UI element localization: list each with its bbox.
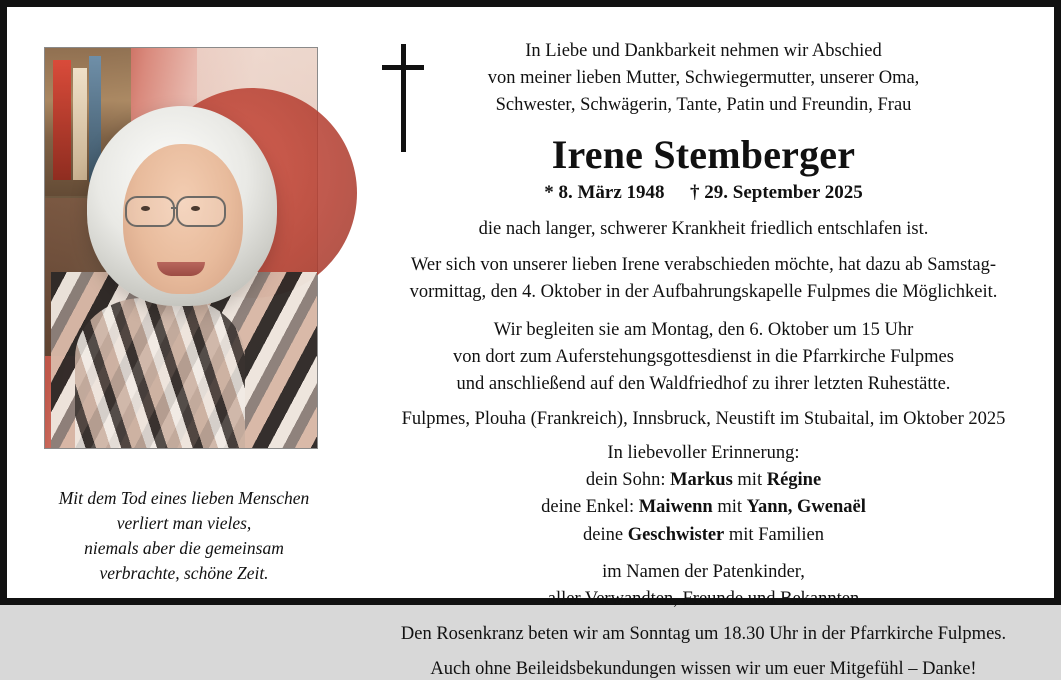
life-dates xyxy=(376,182,1031,204)
memorial-quote xyxy=(22,486,346,585)
family-grandchildren-names: Yann, Gwenaël xyxy=(746,497,866,518)
photo-smile xyxy=(157,262,205,276)
intro-line-2: von meiner lieben Mutter, Schwiegermutter, unserer Oma, xyxy=(487,68,920,89)
right-column xyxy=(354,14,1047,680)
intro-line-1: In Liebe und Dankbarkeit nehmen wir Abschied xyxy=(525,41,882,61)
photo-glasses-right xyxy=(176,196,226,227)
family-son-partner: Régine xyxy=(766,469,822,490)
viewing-line-2: vormittag, den 4. Oktober in der Aufbahrungskapelle Fulpmes die Möglichkeit. xyxy=(409,281,998,302)
on-behalf-text xyxy=(376,559,1031,613)
funeral-line-2: von dort zum Auferstehungsgottesdienst in die Pfarrkirche Fulpmes xyxy=(453,346,954,367)
quote-line-4: verbrachte, schöne Zeit. xyxy=(99,562,269,583)
photo-glasses-left xyxy=(125,196,175,227)
left-column xyxy=(14,14,354,591)
intro-text xyxy=(376,38,1031,120)
family-son-name: Markus xyxy=(670,469,733,490)
family-siblings-mid: mit Familien xyxy=(724,525,824,546)
family-row-son xyxy=(376,467,1031,495)
quote-line-1: Mit dem Tod eines lieben Menschen xyxy=(58,488,310,508)
photo-book-cream xyxy=(73,68,87,180)
cross-horizontal-bar xyxy=(382,65,424,70)
viewing-line-1: Wer sich von unserer lieben Irene verabschieden möchte, hat dazu ab Samstag- xyxy=(410,254,997,275)
cross-vertical-bar xyxy=(401,44,406,152)
family-list xyxy=(376,467,1031,550)
family-row-grandchildren xyxy=(376,494,1031,522)
behalf-line-2: aller Verwandten, Freunde und Bekannten xyxy=(547,588,860,609)
places-and-date: Fulpmes, Plouha (Frankreich), Innsbruck, Neustift im Stubaital, im Oktober 2025 xyxy=(401,408,1006,429)
photo-eye-left xyxy=(141,206,150,211)
funeral-line-3: und anschließend auf den Waldfriedhof zu ihrer letzten Ruhestätte. xyxy=(456,373,951,394)
family-grandchild-name: Maiwenn xyxy=(638,497,713,518)
family-son-label: dein Sohn: xyxy=(585,469,671,490)
family-siblings-word: Geschwister xyxy=(627,525,725,546)
photo-book-red xyxy=(53,60,71,180)
thanks-note: Auch ohne Beileidsbekundungen wissen wir um euer Mitgefühl – Danke! xyxy=(430,659,977,680)
portrait-photo xyxy=(44,47,318,449)
death-date: † 29. September 2025 xyxy=(690,181,863,203)
photo-clothing-front xyxy=(75,298,245,448)
family-grandchildren-label: deine Enkel: xyxy=(541,497,639,518)
funeral-line-1: Wir begleiten sie am Montag, den 6. Oktober um 15 Uhr xyxy=(493,319,914,340)
rosary-info: Den Rosenkranz beten wir am Sonntag um 18.30 Uhr in der Pfarrkirche Fulpmes. xyxy=(400,624,1007,645)
christian-cross-icon xyxy=(382,44,424,152)
photo-eye-right xyxy=(191,206,200,211)
birth-date: * 8. März 1948 xyxy=(544,181,665,203)
quote-line-3: niemals aber die gemeinsam xyxy=(84,537,284,558)
family-grandchildren-mid: mit xyxy=(712,497,747,518)
intro-line-3: Schwester, Schwägerin, Tante, Patin und Freundin, Frau xyxy=(495,95,912,116)
behalf-line-1: im Namen der Patenkinder, xyxy=(602,561,805,582)
photo-glasses-bridge xyxy=(171,207,178,209)
family-son-mid: mit xyxy=(732,469,767,490)
family-siblings-label: deine xyxy=(583,525,628,546)
family-row-siblings xyxy=(376,522,1031,550)
obituary-inner xyxy=(14,14,1047,680)
quote-line-2: verliert man vieles, xyxy=(116,512,252,533)
viewing-info xyxy=(376,252,1031,306)
deceased-name: Irene Stemberger xyxy=(551,131,856,177)
death-sentence: die nach langer, schwerer Krankheit friedlich entschlafen ist. xyxy=(478,218,929,239)
memory-heading: In liebevoller Erinnerung: xyxy=(607,442,800,463)
funeral-info xyxy=(376,317,1031,398)
